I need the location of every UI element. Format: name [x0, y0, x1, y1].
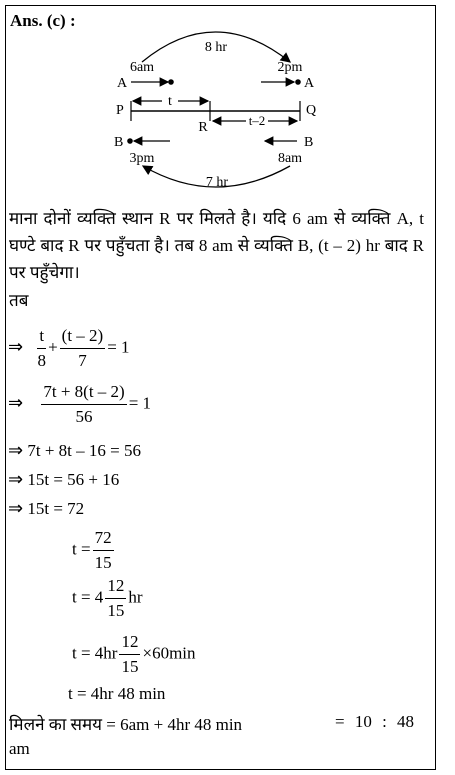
- top-arc-label: 8 hr: [204, 40, 228, 55]
- a-end-time: 2pm: [277, 60, 303, 75]
- label-b-left: B: [114, 135, 124, 150]
- fraction-12-15: $\frac{12}{15}$: [107, 576, 125, 620]
- fraction-72-15: $\frac{72}{15}$: [94, 528, 112, 572]
- implies-icon: ⇒: [8, 336, 24, 358]
- then-label: तब: [9, 291, 29, 310]
- meeting-diagram: [0, 0, 455, 200]
- a-start-dot: [168, 79, 174, 85]
- fraction-12-15-min: $\frac{12}{15}$: [121, 632, 139, 676]
- label-p: P: [116, 103, 124, 118]
- implies-icon: ⇒: [8, 392, 24, 414]
- equation-5: ⇒ 15t = 72: [8, 498, 85, 519]
- fraction-t2-7: $\frac{(t - 2)}{7}$: [61, 326, 104, 370]
- seg-left-label: t: [168, 94, 172, 109]
- meeting-time-label: मिलने का समय = 6am + 4hr 48 min: [9, 715, 243, 734]
- equation-3: ⇒ 7t + 8t – 16 = 56: [8, 440, 141, 461]
- label-r: R: [198, 120, 208, 135]
- label-a-left: A: [117, 76, 128, 91]
- equation-2: ⇒ $\frac{7t + 8(t - 2)}{56}$ = 1: [8, 382, 152, 426]
- fraction-t-8: $\frac{t}{8}$: [37, 326, 46, 370]
- a-end-dot: [295, 79, 301, 85]
- explanation-paragraph: माना दोनों व्यक्ति स्थान R पर मिलते है। यदि 6 am से व्यक्ति A, t घण्टे बाद R पर पहुँचता है। तब 8 am से व्यक्ति B, (t – 2) hr बाद R पर पहुँचेगा।: [9, 209, 424, 282]
- equation-8: t = 4hr $\frac{12}{15}$ ×60min: [72, 632, 196, 676]
- b-end-dot: [127, 138, 133, 144]
- equation-6: t = $\frac{72}{15}$: [72, 528, 112, 572]
- seg-right-label: t–2: [248, 113, 266, 128]
- bottom-arc-label: 7 hr: [205, 175, 229, 190]
- equation-7: t = 4 $\frac{12}{15}$ hr: [72, 576, 143, 620]
- b-start-time: 8am: [277, 151, 303, 166]
- meeting-time-am: am: [9, 739, 30, 758]
- label-q: Q: [306, 103, 317, 118]
- implies-icon: ⇒: [8, 498, 24, 519]
- implies-icon: ⇒: [8, 469, 24, 490]
- meeting-time-result: = 10 : 48: [335, 712, 415, 731]
- a-start-time: 6am: [129, 60, 155, 75]
- equation-4: ⇒ 15t = 56 + 16: [8, 469, 120, 490]
- implies-icon: ⇒: [8, 440, 24, 461]
- fraction-sum-56: $\frac{7t + 8(t - 2)}{56}$: [43, 382, 125, 426]
- answer-heading: Ans. (c) :: [10, 11, 76, 30]
- label-a-right: A: [304, 76, 315, 91]
- label-b-right: B: [304, 135, 314, 150]
- b-end-time: 3pm: [129, 151, 155, 166]
- equation-1: ⇒ $\frac{t}{8}$ + $\frac{(t - 2)}{7}$ = 1: [8, 326, 130, 370]
- equation-9: t = 4hr 48 min: [68, 684, 166, 703]
